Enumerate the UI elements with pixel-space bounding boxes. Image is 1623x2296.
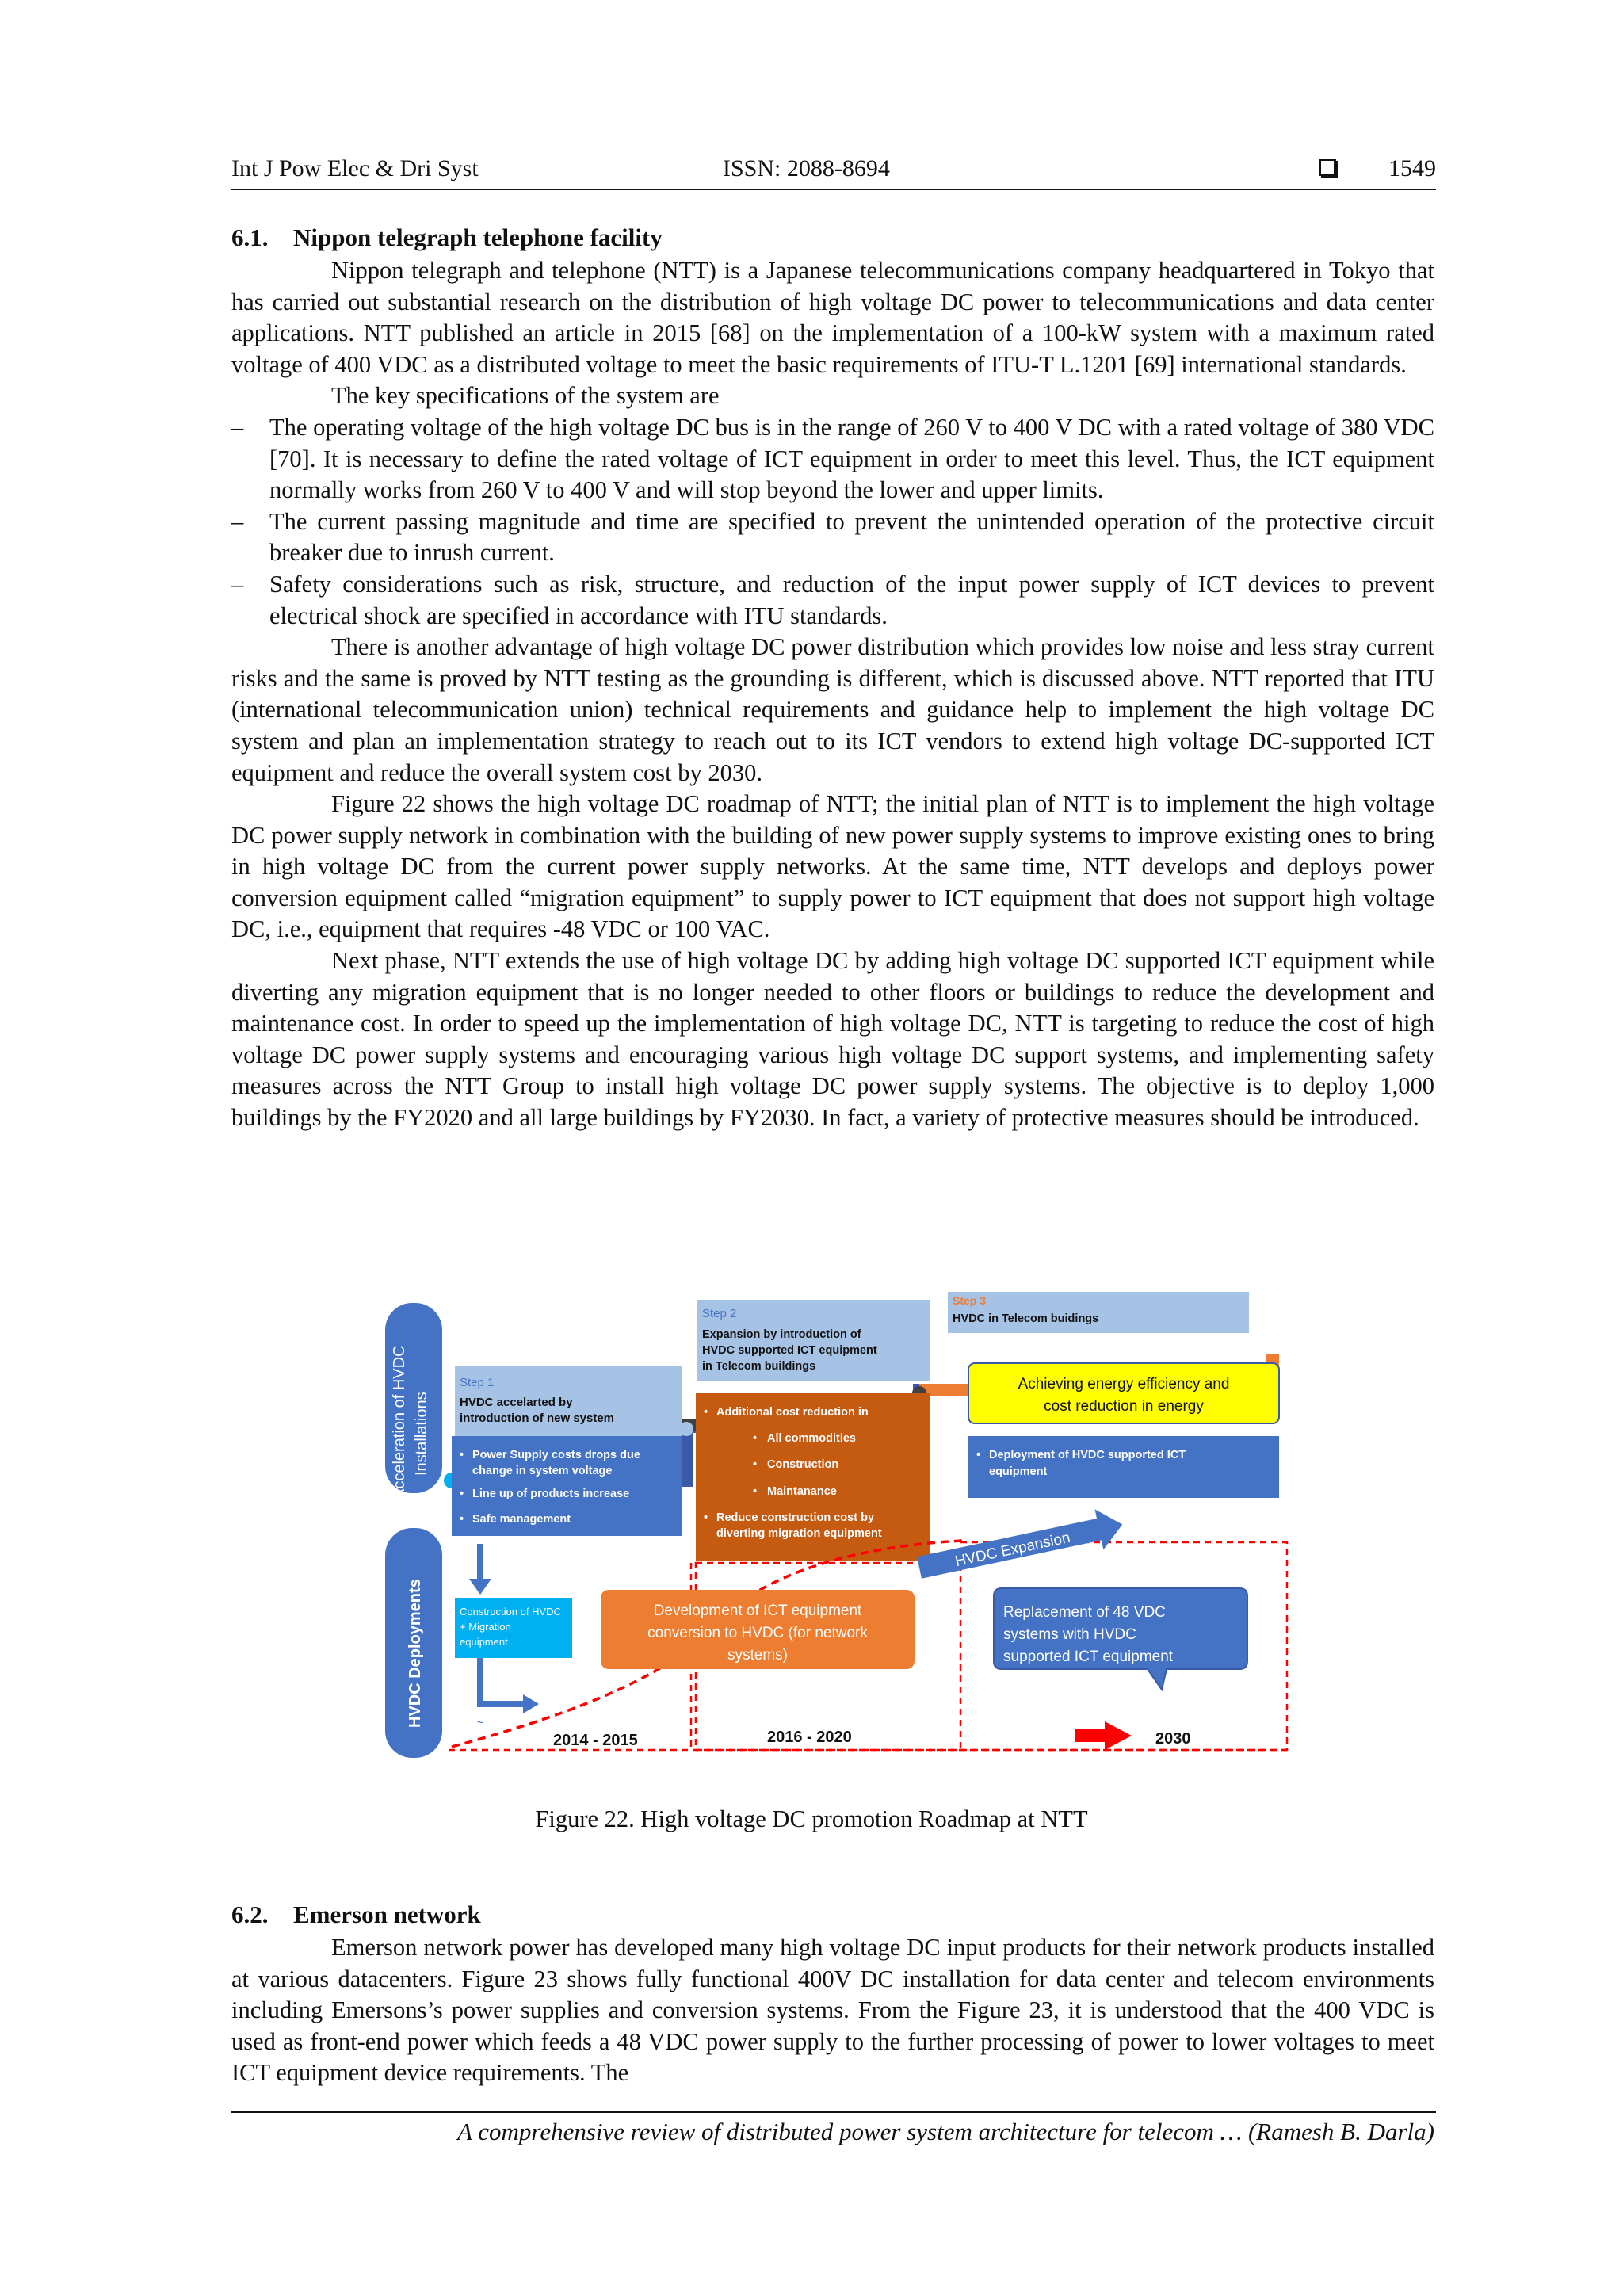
list-item <box>231 569 1434 632</box>
list-item <box>231 506 1434 569</box>
construction-line-2: + Migration <box>460 1621 511 1633</box>
paragraph: Figure 22 shows the high voltage DC roadmap of NTT; the initial plan of NTT is to implement the high voltage DC power supply network in combination with the building of new power supply systems to improve existing ones to bring in high voltage DC from the current power supply networks. At the same time, NTT develops and deploys power conversion equipment called “migration equipment” to supply power to ICT equipment that does not support high voltage DC, i.e., equipment that requires -48 VDC or 100 VAC. <box>231 790 1434 943</box>
paragraph: The key specifications of the system are <box>331 382 720 410</box>
list-item-text: The current passing magnitude and time are specified to prevent the unintended operation of the protective circuit breaker due to inrush current. <box>269 507 1434 567</box>
step2-item-2-cont: diverting migration equipment <box>716 1527 882 1540</box>
figure-22 <box>376 1292 1293 1767</box>
list-item-text: The operating voltage of the high voltage DC bus is in the range of 260 V to 400 V DC with a rated voltage of 380 VDC [70]. It is necessary to define the rated voltage of ICT equipment in order to meet this level. Thus, the ICT equipment normally works from 260 V to 400 V and will stop beyond the lower and upper limits. <box>269 413 1434 504</box>
paragraph: Nippon telegraph and telephone (NTT) is a Japanese telecommunications company headquartered in Tokyo that has carried out substantial research on the distribution of high voltage DC power to telecommunications and data center applications. NTT published an article in 2015 [68] on the implementation of a 100-kW system with a maximum rated voltage of 400 VDC as a distributed voltage to meet the basic requirements of ITU-T L.1201 [69] international standards. <box>231 257 1434 378</box>
step2-item-2: Reduce construction cost by <box>716 1511 875 1524</box>
bullet-icon: • <box>753 1485 758 1498</box>
development-line-2: conversion to HVDC (for network <box>647 1625 868 1641</box>
construction-line-1: Construction of HVDC <box>460 1606 561 1618</box>
step1-item-2-text: Line up of products increase <box>472 1488 630 1500</box>
step1-item-1: • <box>460 1449 464 1461</box>
replacement-line-2: systems with HVDC <box>1003 1626 1136 1643</box>
step1-label: Step 1 <box>460 1376 495 1389</box>
right-arrow-icon <box>523 1694 539 1713</box>
dash-bullet-icon: – <box>231 413 244 441</box>
issn: ISSN: 2088-8694 <box>723 155 890 181</box>
paragraph: There is another advantage of high voltage DC power distribution which provides low noise and less stray current risks and the same is proved by NTT testing as the grounding is different, which is discussed above. NTT reported that ITU (international telecommunication union) technical requirements and guidance help to implement the high voltage DC system and plan an implementation strategy to reach out to its ICT vendors to extend high voltage DC-supported ICT equipment and reduce the overall system cost by 2030. <box>231 633 1434 786</box>
list-item <box>231 412 1434 506</box>
development-line-1: Development of ICT equipment <box>653 1603 862 1619</box>
step1-item-1-text-cont: change in system voltage <box>472 1465 613 1477</box>
step1-item-2: • <box>460 1488 464 1500</box>
step1-item-3-text: Safe management <box>472 1513 571 1526</box>
roadmap-diagram <box>376 1292 1293 1767</box>
step3-item-1: Deployment of HVDC supported ICT <box>989 1449 1186 1461</box>
step1-item-1-text: Power Supply costs drops due <box>472 1449 640 1461</box>
step2-subitem-1: All commodities <box>767 1432 856 1445</box>
step1-title-2: introduction of new system <box>460 1412 615 1425</box>
bullet-icon: • <box>753 1432 758 1445</box>
section-heading-6-1 <box>231 223 663 252</box>
step1-title-1: HVDC accelarted by <box>460 1396 573 1409</box>
step2-title-3: in Telecom buildings <box>702 1360 816 1373</box>
period-label-2030: 2030 <box>1155 1730 1191 1748</box>
period-label-2014-2015: 2014 - 2015 <box>553 1732 638 1749</box>
header-rule <box>231 189 1436 190</box>
red-arrow-icon <box>1075 1721 1132 1750</box>
page-number: 1549 <box>1388 155 1436 181</box>
list-item-text: Safety considerations such as risk, structure, and reduction of the input power supply of ICT devices to prevent electrical shock are specified in accordance with ITU standards. <box>269 570 1434 629</box>
section-number: 6.2. <box>231 1901 269 1928</box>
step3-title: HVDC in Telecom buidings <box>953 1312 1099 1325</box>
step2-label: Step 2 <box>702 1307 737 1320</box>
figure-caption: Figure 22. High voltage DC promotion Roadmap at NTT <box>535 1805 1088 1832</box>
paragraph: Next phase, NTT extends the use of high voltage DC by adding high voltage DC supported ICT equipment while diverting any migration equipment that is no longer needed to other floors or buildings to reduce the development and maintenance cost. In order to speed up the implementation of high voltage DC, NTT is targeting to reduce the cost of high voltage DC power supply systems and encouraging various high voltage DC support systems, and implementing safety measures across the NTT Group to install high voltage DC power supply systems. The objective is to deploy 1,000 buildings by the FY2020 and all large buildings by FY2030. In fact, a variety of protective measures should be introduced. <box>231 947 1434 1132</box>
checkbox-square-icon <box>1319 159 1336 176</box>
footer-rule <box>231 2111 1436 2113</box>
dash-bullet-icon: – <box>231 507 244 535</box>
bullet-icon: • <box>976 1449 981 1461</box>
dash-bullet-icon: – <box>231 570 244 598</box>
step2-subitem-3: Maintanance <box>767 1485 837 1498</box>
bullet-icon: • <box>704 1511 708 1524</box>
section-title: Nippon telegraph telephone facility <box>293 223 663 251</box>
spec-list <box>231 412 1434 632</box>
small-mark: ~ <box>476 1716 484 1729</box>
bullet-icon: • <box>704 1406 708 1419</box>
replacement-line-3: supported ICT equipment <box>1003 1648 1174 1665</box>
hvdc-expansion-label: HVDC Expansion <box>953 1529 1072 1571</box>
section-number: 6.1. <box>231 223 269 251</box>
section-6-2-body <box>231 1932 1434 2089</box>
acceleration-label-1: Acceleration of HVDC <box>391 1345 408 1499</box>
step2-title-2: HVDC supported ICT equipment <box>702 1344 877 1357</box>
step3-item-1-cont: equipment <box>989 1465 1048 1478</box>
section-title: Emerson network <box>293 1901 481 1928</box>
down-arrow-icon <box>469 1579 491 1595</box>
section-6-1-body <box>231 255 1434 1134</box>
deployments-label: HVDC Deployments <box>407 1579 424 1728</box>
energy-efficiency-line-1: Achieving energy efficiency and <box>1018 1376 1230 1392</box>
hvdc-expansion-arrow <box>915 1504 1127 1587</box>
energy-efficiency-line-2: cost reduction in energy <box>1044 1398 1204 1415</box>
step2-item-1: Additional cost reduction in <box>716 1406 869 1419</box>
construction-line-3: equipment <box>460 1636 508 1648</box>
acceleration-label-2: Installations <box>413 1392 430 1476</box>
section-heading-6-2 <box>231 1901 481 1929</box>
replacement-line-1: Replacement of 48 VDC <box>1003 1604 1166 1621</box>
bullet-icon: • <box>753 1458 758 1471</box>
step2-subitem-2: Construction <box>767 1458 839 1471</box>
step1-item-3: • <box>460 1513 464 1526</box>
journal-abbrev: Int J Pow Elec & Dri Syst <box>231 155 479 181</box>
paragraph: Emerson network power has developed many high voltage DC input products for their network products installed at various datacenters. Figure 23 shows fully functional 400V DC installation for data center and telecom environments including Emersons’s power supplies and conversion systems. From the Figure 23, it is understood that the 400 VDC is used as front-end power which feeds a 48 VDC power supply to the further processing of power to lower voltages to meet ICT equipment device requirements. The <box>231 1934 1434 2087</box>
development-line-3: systems) <box>727 1647 788 1664</box>
step3-label: Step 3 <box>953 1294 987 1307</box>
period-label-2016-2020: 2016 - 2020 <box>767 1729 852 1746</box>
running-footer: A comprehensive review of distributed power system architecture for telecom … (Ramesh B. Darla) <box>457 2118 1434 2145</box>
running-header <box>231 155 1436 189</box>
step2-title-1: Expansion by introduction of <box>702 1328 861 1341</box>
